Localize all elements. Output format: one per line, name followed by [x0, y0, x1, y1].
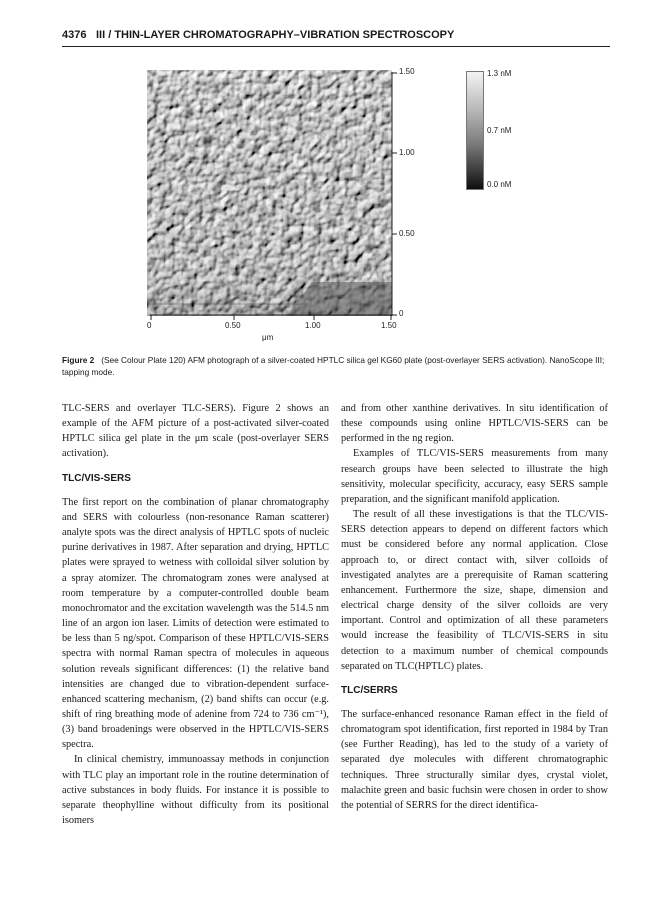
- scale-label: 1.3 nM: [487, 69, 512, 78]
- paragraph: and from other xanthine derivatives. In situ identification of these compounds using online HPTLC/VIS-SERS can be performed in the ng region.: [341, 403, 608, 445]
- paragraph: The result of all these investigations is that the TLC/VIS-SERS detection appears to depend on different factors which must be considered before any normal application. Close approach to, or direct contact with, silver colloids of investigated analytes are a prerequisite of Raman scattering enhancement. Furthermore the size, shape, dimension and electrical charge density of the silver colloids are very important. Control and optimization of all these parameters would increase the feasibility of TLC/VIS-SERS in situ detection to a maximum number of chemical compounds separated on TLC(HPTLC) plates.: [341, 509, 608, 672]
- caption-label: Figure 2: [62, 355, 95, 365]
- left-column: [62, 401, 329, 828]
- x-tick-label: 1.00: [305, 321, 321, 330]
- height-scale-bar: [466, 71, 484, 190]
- x-tick-label: 0: [147, 321, 152, 330]
- paragraph: TLC-SERS and overlayer TLC-SERS). Figure 2 shows an example of the AFM picture of a post-activated silver-coated HPTLC silica gel plate in the μm scale (post-overlayer SERS activation).: [62, 403, 329, 460]
- y-axis: [390, 70, 400, 320]
- figure-caption: [62, 354, 614, 378]
- y-tick-label: 1.00: [399, 148, 415, 157]
- x-tick-label: 0.50: [225, 321, 241, 330]
- caption-text: (See Colour Plate 120) AFM photograph of a silver-coated HPTLC silica gel KG60 plate (post-overlayer SERS activation). NanoScope III; tapping mode.: [62, 355, 605, 377]
- paragraph: In clinical chemistry, immunoassay methods in conjunction with TLC play an important role in the routine determination of active substances in body fluids. For instance it is possible to separate theophylline without difficulty from its positional isomers: [62, 754, 329, 827]
- running-header: [62, 29, 610, 45]
- section-heading: TLC/VIS-SERS: [62, 472, 131, 484]
- x-axis-unit: μm: [262, 333, 274, 342]
- right-column: [341, 401, 608, 813]
- section-heading: TLC/SERRS: [341, 684, 398, 696]
- x-tick-label: 1.50: [381, 321, 397, 330]
- paragraph: The first report on the combination of planar chromatography and SERS with colourless (non-resonance Raman scatterer) analyte spots was the direct analysis of HPTLC spots of nucleic purine derivatives in 1987. After separation and drying, HPTLC plates were sprayed to wetness with colloidal silver solution by a spray atomizer. The chromatogram zones were analysed at room temperature by a computer-controlled double beam monochromator and the excitation wavelength was the 514.5 nm line of an argon ion laser. Limits of detection were estimated to be less than 5 ng/spot. Comparison of these HPTLC/VIS-SERS spectra with normal Raman spectra of molecules in aqueous solution reveals significant differences: (1) the relative band intensities are changed due to vibration-dependent surface-enhanced scattering mechanism, (2) band shifts can occur (e.g. shift of ring breathing mode of adenine from 724 to 736 cm⁻¹), (3) band broadenings were observed in the HPTLC/VIS-SERS spectra.: [62, 496, 329, 751]
- header-rule: [62, 46, 610, 47]
- y-tick-label: 0: [399, 309, 404, 318]
- scale-label: 0.0 nM: [487, 180, 512, 189]
- afm-image: [147, 70, 392, 316]
- x-axis: [150, 314, 395, 322]
- paragraph: Examples of TLC/VIS-SERS measurements from many research groups have been selected to illustrate the high sensitivity, molecular specificity, accuracy, easy SERS sample preparation, and the significant manifold application.: [341, 448, 608, 505]
- paragraph: The surface-enhanced resonance Raman effect in the field of chromatogram spot identification, first reported in 1984 by Tran (see Further Reading), has led to the study of a variety of separated dye molecules with different chromatographic techniques. Three structurally similar dyes, crystal violet, malachite green and basic fuchsin were chosen in order to show the potential of SERRS for the direct identifica-: [341, 708, 608, 811]
- running-title: III / THIN-LAYER CHROMATOGRAPHY–VIBRATION SPECTROSCOPY: [96, 29, 455, 41]
- page-number: 4376: [62, 29, 87, 41]
- scale-label: 0.7 nM: [487, 126, 512, 135]
- y-tick-label: 0.50: [399, 229, 415, 238]
- y-tick-label: 1.50: [399, 67, 415, 76]
